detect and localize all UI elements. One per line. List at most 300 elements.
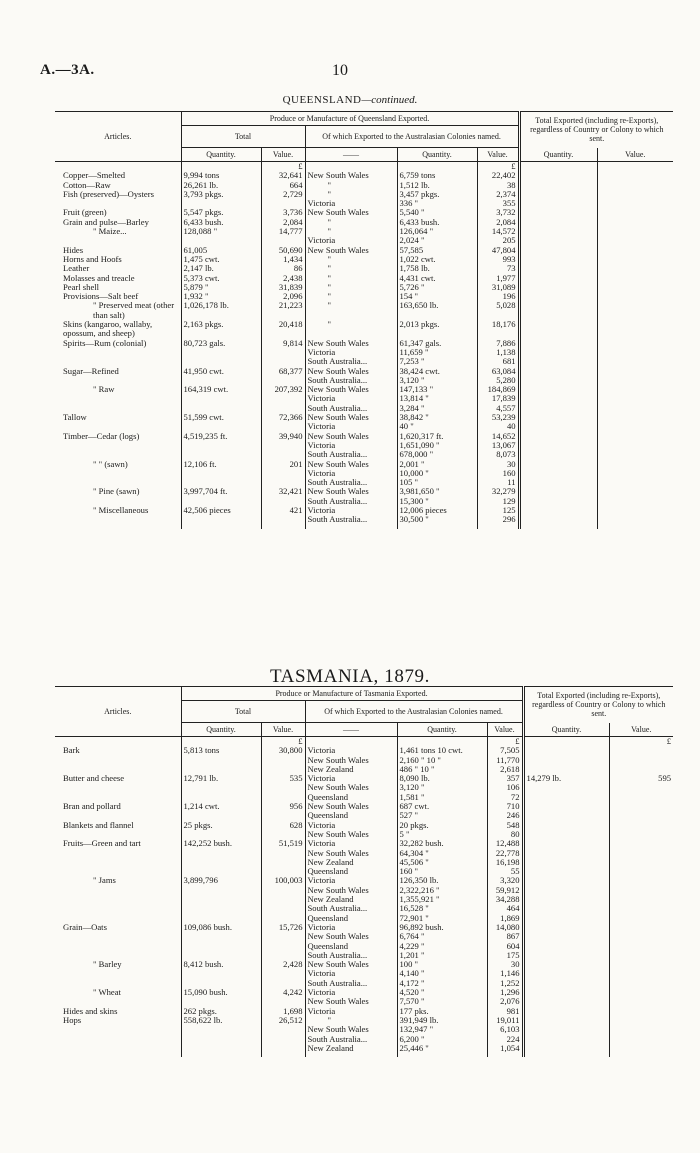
exported-value-cell <box>609 849 673 858</box>
total-value-cell: 4,242 <box>261 988 305 997</box>
exported-quantity-cell <box>523 932 609 941</box>
article-cell <box>55 969 181 978</box>
table-row <box>55 422 673 431</box>
article-cell: Fruits—Green and tart <box>63 839 141 849</box>
colony-value-cell: 1,054 <box>487 1044 523 1053</box>
colony-cell: Victoria <box>305 422 397 431</box>
article-cell <box>55 450 181 459</box>
total-value-cell <box>261 478 305 487</box>
colony-quantity-cell: 32,282 bush. <box>397 839 487 848</box>
colony-quantity-cell: 4,431 cwt. <box>397 274 477 283</box>
total-value-cell: 15,726 <box>261 923 305 932</box>
table-row <box>55 802 673 811</box>
total-value-cell: 2,428 <box>261 960 305 969</box>
exported-quantity-cell <box>519 227 597 236</box>
colony-cell: Queensland <box>305 914 397 923</box>
total-value-cell: 21,223 <box>261 301 305 320</box>
total-quantity-cell: 5,547 pkgs. <box>181 208 261 217</box>
exported-quantity-cell <box>519 348 597 357</box>
colony-cell: South Australia... <box>305 951 397 960</box>
exported-value-cell <box>597 441 673 450</box>
colony-value-cell: 867 <box>487 932 523 941</box>
exported-value-cell <box>597 283 673 292</box>
queensland-rows <box>55 162 673 529</box>
table-row <box>55 320 673 339</box>
colony-value-cell: 548 <box>487 821 523 830</box>
table-row <box>55 830 673 839</box>
exported-quantity-cell <box>519 181 597 190</box>
total-value-cell <box>261 756 305 765</box>
table-row <box>55 811 673 820</box>
colony-quantity-cell: 687 cwt. <box>397 802 487 811</box>
colony-value-cell: 196 <box>477 292 519 301</box>
total-quantity-cell: 6,433 bush. <box>181 218 261 227</box>
table-row <box>55 876 673 885</box>
article-cell <box>55 886 181 895</box>
colony-cell: " <box>305 264 397 273</box>
total-quantity-cell <box>181 830 261 839</box>
exported-quantity-cell <box>519 506 597 515</box>
colony-quantity-cell: 4,229 " <box>397 942 487 951</box>
total-quantity-cell <box>181 979 261 988</box>
exported-quantity-cell <box>519 450 597 459</box>
article-cell: Bran and pollard <box>63 802 121 812</box>
table-row <box>55 385 673 394</box>
colony-cell: Queensland <box>305 942 397 951</box>
colony-cell: Victoria <box>305 821 397 830</box>
colony-value-cell: 19,011 <box>487 1016 523 1025</box>
total-quantity-cell: 128,088 " <box>181 227 261 236</box>
colony-quantity-cell: 2,322,216 " <box>397 886 487 895</box>
total-quantity-cell: 2,147 lb. <box>181 264 261 273</box>
colony-cell: Victoria <box>305 441 397 450</box>
colony-cell: Victoria <box>305 839 397 848</box>
total-value-cell: 39,940 <box>261 432 305 441</box>
exported-quantity-cell <box>523 849 609 858</box>
exported-quantity-cell <box>523 858 609 867</box>
total-value-cell: 2,729 <box>261 190 305 199</box>
colony-value-cell: 31,089 <box>477 283 519 292</box>
table-row <box>55 497 673 506</box>
total-quantity-cell: 1,932 " <box>181 292 261 301</box>
colony-value-cell: 14,080 <box>487 923 523 932</box>
colony-quantity-cell: 5 " <box>397 830 487 839</box>
table-row <box>55 821 673 830</box>
article-cell <box>55 942 181 951</box>
exported-value-cell <box>597 478 673 487</box>
colony-value-cell: 1,146 <box>487 969 523 978</box>
total-value-cell: 72,366 <box>261 413 305 422</box>
colony-quantity-cell: 3,981,650 " <box>397 487 477 496</box>
total-value-cell <box>261 357 305 366</box>
total-value-cell <box>261 979 305 988</box>
table-row <box>55 1016 673 1025</box>
exported-value-cell <box>597 460 673 469</box>
table-row <box>55 1044 673 1053</box>
total-value-cell: 1,434 <box>261 255 305 264</box>
exported-quantity-cell <box>519 478 597 487</box>
article-cell <box>55 1025 181 1034</box>
table-row <box>55 469 673 478</box>
table-row <box>55 942 673 951</box>
article-cell <box>55 376 181 385</box>
article-cell: " " (sawn) <box>93 459 128 469</box>
articles-header: Articles. <box>55 112 181 162</box>
total-value-cell: 1,698 <box>261 1007 305 1016</box>
colony-cell: South Australia... <box>305 376 397 385</box>
total-quantity-cell <box>181 969 261 978</box>
colony-quantity-cell: 3,120 " <box>397 376 477 385</box>
exported-quantity-cell <box>523 895 609 904</box>
colony-cell: South Australia... <box>305 904 397 913</box>
colony-cell: New South Wales <box>305 830 397 839</box>
exported-value-cell <box>597 394 673 403</box>
colony-quantity-cell: 45,506 " <box>397 858 487 867</box>
exported-value-cell <box>597 171 673 180</box>
exported-quantity-cell <box>519 292 597 301</box>
total-quantity-cell <box>181 886 261 895</box>
article-cell: " Wheat <box>93 988 121 998</box>
quantity-header: Quantity. <box>181 148 261 162</box>
exported-quantity-cell <box>519 357 597 366</box>
colony-quantity-cell: 57,585 <box>397 246 477 255</box>
colony-quantity-header: Quantity. <box>397 148 477 162</box>
total-quantity-cell: 61,005 <box>181 246 261 255</box>
exported-value-cell <box>597 255 673 264</box>
colony-value-cell: 681 <box>477 357 519 366</box>
total-quantity-cell: 42,506 pieces <box>181 506 261 515</box>
colony-quantity-cell: 6,433 bush. <box>397 218 477 227</box>
total-quantity-cell <box>181 1025 261 1034</box>
exported-quantity-cell <box>523 1007 609 1016</box>
colony-quantity-header: Quantity. <box>397 723 487 737</box>
colony-quantity-cell: 160 " <box>397 867 487 876</box>
colony-value-cell: 18,176 <box>477 320 519 339</box>
pound-sign: £ <box>477 162 519 172</box>
article-cell: Pearl shell <box>63 282 100 292</box>
exported-value-cell <box>609 793 673 802</box>
colony-value-cell: 3,320 <box>487 876 523 885</box>
exported-quantity-cell <box>523 904 609 913</box>
colony-value-cell: 30 <box>477 460 519 469</box>
colony-cell: New Zealand <box>305 1044 397 1053</box>
colony-quantity-cell: 1,355,921 " <box>397 895 487 904</box>
total-value-cell <box>261 1044 305 1053</box>
exported-quantity-cell <box>519 460 597 469</box>
total-value-cell <box>261 348 305 357</box>
article-cell: " Miscellaneous <box>93 505 149 515</box>
table-row <box>55 951 673 960</box>
colony-cell: Victoria <box>305 1007 397 1016</box>
exported-quantity-cell <box>519 339 597 348</box>
colony-value-cell: 604 <box>487 942 523 951</box>
colony-quantity-cell: 391,949 lb. <box>397 1016 487 1025</box>
total-value-cell <box>261 904 305 913</box>
exported-value-cell <box>609 830 673 839</box>
table-row <box>55 914 673 923</box>
total-quantity-cell: 41,950 cwt. <box>181 367 261 376</box>
table-row <box>55 432 673 441</box>
pound-sign: £ <box>487 737 523 747</box>
exported-value-cell <box>609 1016 673 1025</box>
total-quantity-cell <box>181 858 261 867</box>
colony-value-cell: 160 <box>477 469 519 478</box>
total-quantity-cell: 558,622 lb. <box>181 1016 261 1025</box>
colony-value-cell: 73 <box>477 264 519 273</box>
total-value-cell <box>261 441 305 450</box>
total-quantity-cell: 5,879 " <box>181 283 261 292</box>
exported-value-cell <box>609 895 673 904</box>
colony-value-cell: 17,839 <box>477 394 519 403</box>
exported-quantity-cell <box>519 469 597 478</box>
exported-value-cell <box>609 1044 673 1053</box>
article-cell: " Pine (sawn) <box>93 487 140 497</box>
colony-cell: " <box>305 190 397 199</box>
exported-quantity-cell <box>519 487 597 496</box>
colony-value-cell: 224 <box>487 1035 523 1044</box>
colony-quantity-cell: 10,000 " <box>397 469 477 478</box>
total-quantity-cell <box>181 497 261 506</box>
colony-value-cell: 5,028 <box>477 301 519 320</box>
table-row <box>55 1035 673 1044</box>
total-quantity-cell: 12,791 lb. <box>181 774 261 783</box>
table-row <box>55 886 673 895</box>
total-value-cell <box>261 886 305 895</box>
colony-cell: Victoria <box>305 746 397 755</box>
total-quantity-cell: 142,252 bush. <box>181 839 261 848</box>
group-header: Produce or Manufacture of Queensland Exported. <box>181 112 519 126</box>
exported-quantity-cell <box>519 283 597 292</box>
colony-header: —— <box>305 148 397 162</box>
article-cell: Cotton—Raw <box>63 180 111 190</box>
exported-value-cell <box>609 923 673 932</box>
colony-quantity-cell: 105 " <box>397 478 477 487</box>
article-cell: " Preserved meat (other than salt) <box>93 301 175 320</box>
table-row <box>55 236 673 245</box>
colony-quantity-cell: 1,581 " <box>397 793 487 802</box>
table-row <box>55 301 673 320</box>
total-value-cell: 207,392 <box>261 385 305 394</box>
exported-quantity-cell <box>523 1025 609 1034</box>
article-cell: Fish (preserved)—Oysters <box>63 189 154 199</box>
colony-value-cell: 7,886 <box>477 339 519 348</box>
colony-cell: New South Wales <box>305 849 397 858</box>
colony-quantity-cell: 126,064 " <box>397 227 477 236</box>
total-quantity-cell: 3,899,796 <box>181 876 261 885</box>
colony-value-cell: 5,280 <box>477 376 519 385</box>
total-quantity-cell <box>181 904 261 913</box>
total-quantity-cell <box>181 1035 261 1044</box>
exported-value-cell <box>597 236 673 245</box>
exported-quantity-cell <box>519 274 597 283</box>
table-row <box>55 765 673 774</box>
total-value-cell: 628 <box>261 821 305 830</box>
total-value-cell <box>261 236 305 245</box>
colony-value-cell: 72 <box>487 793 523 802</box>
colony-value-cell: 175 <box>487 951 523 960</box>
colony-quantity-cell: 5,726 " <box>397 283 477 292</box>
table-row <box>55 849 673 858</box>
table-row <box>55 793 673 802</box>
article-cell <box>55 793 181 802</box>
colony-value-cell: 55 <box>487 867 523 876</box>
article-cell <box>55 404 181 413</box>
colony-quantity-cell: 4,172 " <box>397 979 487 988</box>
colony-value-cell: 106 <box>487 783 523 792</box>
total-value-header: Value. <box>609 723 673 737</box>
colony-quantity-cell: 527 " <box>397 811 487 820</box>
exported-value-cell <box>609 951 673 960</box>
colony-value-cell: 7,505 <box>487 746 523 755</box>
colony-cell: Victoria <box>305 236 397 245</box>
total-quantity-cell: 2,163 pkgs. <box>181 320 261 339</box>
colony-cell: South Australia... <box>305 1035 397 1044</box>
exported-quantity-cell <box>519 515 597 524</box>
total-value-cell: 2,084 <box>261 218 305 227</box>
exported-quantity-cell <box>519 190 597 199</box>
total-quantity-cell: 3,997,704 ft. <box>181 487 261 496</box>
colony-quantity-cell: 12,006 pieces <box>397 506 477 515</box>
exported-value-cell <box>597 432 673 441</box>
article-cell: Molasses and treacle <box>63 273 135 283</box>
total-exported-header: Total Exported (including re-Exports), regardless of Country or Colony to which sent. <box>519 112 673 148</box>
exported-value-cell <box>597 190 673 199</box>
exported-quantity-cell <box>519 432 597 441</box>
colony-value-cell: 464 <box>487 904 523 913</box>
total-value-cell: 2,438 <box>261 274 305 283</box>
total-value-cell: 31,839 <box>261 283 305 292</box>
table-row <box>55 376 673 385</box>
exported-value-cell: 595 <box>609 774 673 783</box>
total-value-cell: 32,421 <box>261 487 305 496</box>
exported-value-cell <box>609 811 673 820</box>
colony-cell: South Australia... <box>305 450 397 459</box>
table-row <box>55 867 673 876</box>
colony-quantity-cell: 2,024 " <box>397 236 477 245</box>
colony-value-cell: 53,239 <box>477 413 519 422</box>
total-quantity-cell <box>181 793 261 802</box>
colony-quantity-cell: 6,200 " <box>397 1035 487 1044</box>
exported-quantity-cell <box>523 914 609 923</box>
exported-value-cell <box>609 932 673 941</box>
table-row <box>55 997 673 1006</box>
colony-quantity-cell: 11,659 " <box>397 348 477 357</box>
table-row <box>55 292 673 301</box>
colony-quantity-cell: 40 " <box>397 422 477 431</box>
exported-quantity-cell <box>519 385 597 394</box>
total-value-cell <box>261 422 305 431</box>
total-quantity-cell <box>181 199 261 208</box>
colony-quantity-cell: 154 " <box>397 292 477 301</box>
colony-quantity-cell: 38,842 " <box>397 413 477 422</box>
colony-cell: " <box>305 181 397 190</box>
exported-value-cell <box>609 904 673 913</box>
exported-quantity-cell <box>523 1016 609 1025</box>
exported-value-cell <box>609 1007 673 1016</box>
table-row <box>55 264 673 273</box>
exported-value-cell <box>597 376 673 385</box>
exported-value-cell <box>597 246 673 255</box>
article-cell: Hops <box>63 1015 82 1025</box>
table-row <box>55 339 673 348</box>
exported-value-cell <box>609 802 673 811</box>
total-quantity-cell <box>181 914 261 923</box>
table-row <box>55 756 673 765</box>
total-value-cell: 32,641 <box>261 171 305 180</box>
table-row <box>55 746 673 755</box>
article-cell <box>55 357 181 366</box>
article-cell: Hides and skins <box>63 1006 118 1016</box>
value-header: Value. <box>261 723 305 737</box>
total-quantity-cell <box>181 348 261 357</box>
colony-cell: New South Wales <box>305 756 397 765</box>
pound-sign: £ <box>261 162 305 172</box>
total-value-cell: 26,512 <box>261 1016 305 1025</box>
total-value-cell <box>261 394 305 403</box>
queensland-title-suffix: —continued. <box>361 94 418 106</box>
total-value-cell <box>261 914 305 923</box>
tasmania-heading: TASMANIA, 1879. <box>269 666 430 687</box>
colony-cell: New South Wales <box>305 783 397 792</box>
total-quantity-cell: 3,793 pkgs. <box>181 190 261 199</box>
colony-value-cell: 30 <box>487 960 523 969</box>
total-exported-header: Total Exported (including re-Exports), regardless of Country or Colony to which sent. <box>523 687 673 723</box>
colony-value-cell: 246 <box>487 811 523 820</box>
of-which-header: Of which Exported to the Australasian Colonies named. <box>305 126 519 148</box>
colony-quantity-cell: 100 " <box>397 960 487 969</box>
colony-quantity-cell: 1,651,090 " <box>397 441 477 450</box>
article-cell <box>55 422 181 431</box>
colony-value-cell: 355 <box>477 199 519 208</box>
colony-value-cell: 80 <box>487 830 523 839</box>
total-quantity-cell <box>181 478 261 487</box>
colony-quantity-cell: 678,000 " <box>397 450 477 459</box>
table-row <box>55 904 673 913</box>
colony-quantity-cell: 147,133 " <box>397 385 477 394</box>
colony-cell: Victoria <box>305 348 397 357</box>
total-quantity-cell <box>181 932 261 941</box>
colony-value-cell: 3,732 <box>477 208 519 217</box>
total-quantity-cell <box>181 867 261 876</box>
group-header: Produce or Manufacture of Tasmania Exported. <box>181 687 523 701</box>
colony-cell: New South Wales <box>305 413 397 422</box>
exported-value-cell <box>609 969 673 978</box>
total-value-cell: 956 <box>261 802 305 811</box>
article-cell <box>55 765 181 774</box>
colony-quantity-cell: 486 " 10 " <box>397 765 487 774</box>
exported-value-cell <box>597 264 673 273</box>
colony-cell: New South Wales <box>305 339 397 348</box>
colony-value-cell: 34,288 <box>487 895 523 904</box>
exported-value-cell <box>597 450 673 459</box>
table-row <box>55 413 673 422</box>
exported-value-cell <box>609 997 673 1006</box>
article-cell <box>55 914 181 923</box>
colony-quantity-cell: 7,253 " <box>397 357 477 366</box>
colony-cell: New Zealand <box>305 858 397 867</box>
total-quantity-cell: 4,519,235 ft. <box>181 432 261 441</box>
total-value-cell <box>261 830 305 839</box>
total-header: Total <box>181 701 305 723</box>
exported-quantity-cell <box>519 199 597 208</box>
total-value-cell: 50,690 <box>261 246 305 255</box>
article-cell <box>55 1044 181 1053</box>
total-value-cell: 51,519 <box>261 839 305 848</box>
exported-value-cell <box>597 515 673 524</box>
exported-value-cell <box>609 858 673 867</box>
colony-quantity-cell: 3,120 " <box>397 783 487 792</box>
colony-value-cell: 125 <box>477 506 519 515</box>
